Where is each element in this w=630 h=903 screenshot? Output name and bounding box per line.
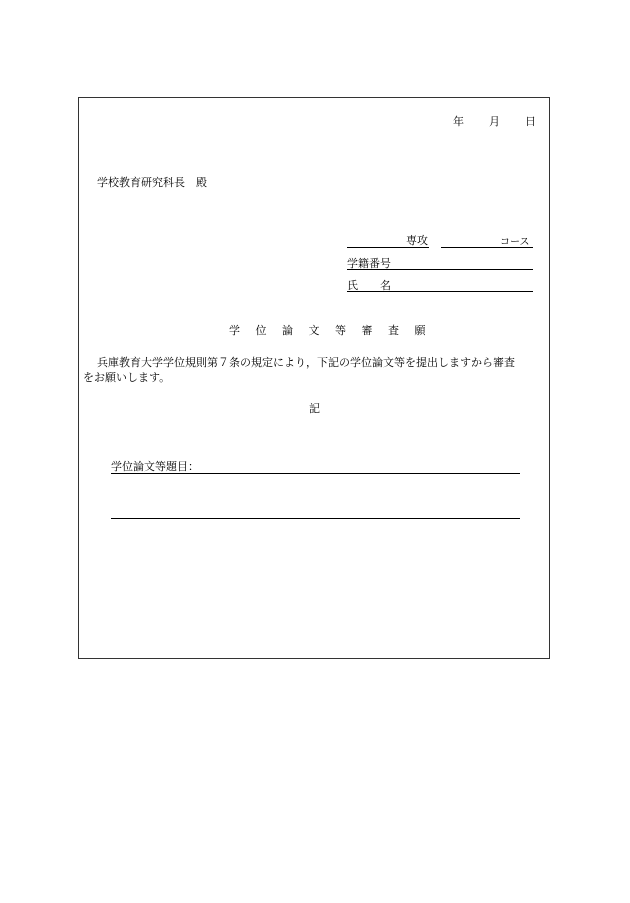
form-title: 学 位 論 文 等 審 査 願: [229, 324, 432, 337]
major-label: 専攻: [406, 234, 428, 247]
date-day-label: 日: [525, 115, 536, 128]
application-form: [78, 97, 550, 659]
name-label: 氏 名: [347, 279, 391, 292]
date-month-label: 月: [489, 115, 500, 128]
thesis-title-label: 学位論文等題目：: [111, 460, 199, 473]
course-label: コース: [500, 237, 530, 248]
student-id-label: 学籍番号: [347, 257, 391, 270]
student-id-underline: [347, 269, 533, 270]
addressee: 学校教育研究科長 殿: [97, 176, 207, 189]
date-year-label: 年: [453, 115, 464, 128]
body-text-line2: をお願いします。: [83, 371, 171, 384]
name-underline: [347, 291, 533, 292]
thesis-title-underline-1: [111, 473, 520, 474]
thesis-title-underline-2: [111, 518, 520, 519]
ki-label: 記: [309, 402, 320, 415]
body-text-line1: 兵庫教育大学学位規則第７条の規定により，下記の学位論文等を提出しますから審査: [97, 356, 515, 369]
